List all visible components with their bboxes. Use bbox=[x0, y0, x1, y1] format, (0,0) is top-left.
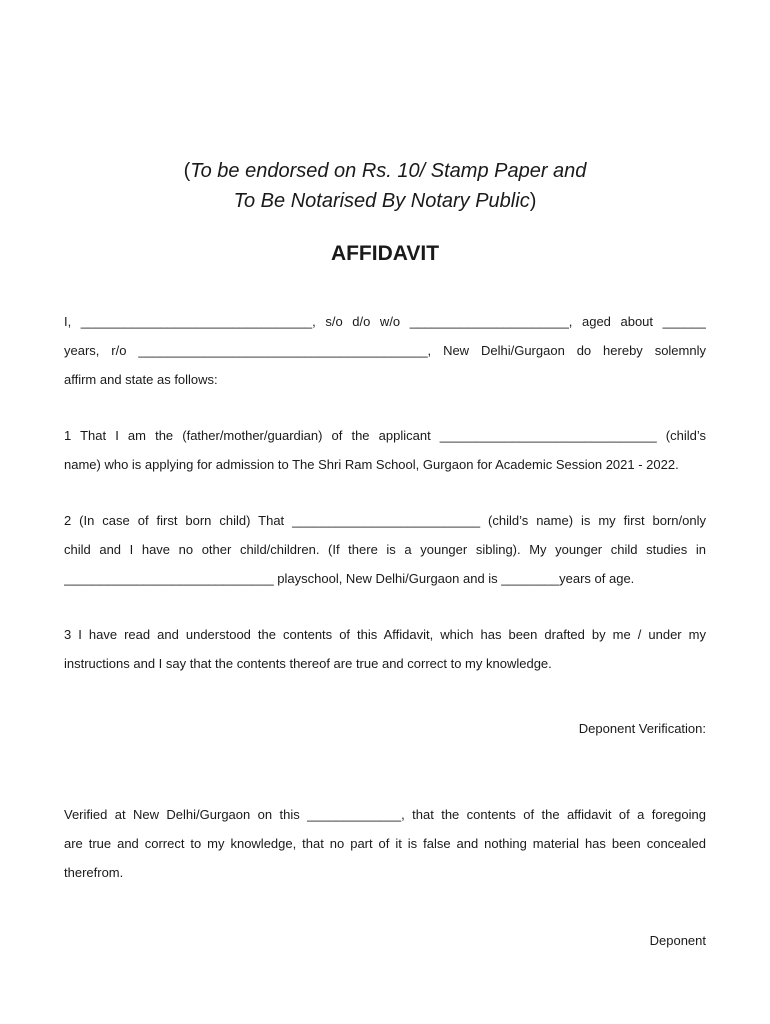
header-close-paren: ) bbox=[529, 190, 537, 212]
verification-line-1: Verified at New Delhi/Gurgaon on this _____________, that the contents of the affidavit of a foregoing bbox=[64, 807, 706, 822]
header-notary-text: To Be Notarised By Notary Public bbox=[233, 190, 530, 212]
intro-line-3: affirm and state as follows: bbox=[64, 372, 218, 387]
intro-line-2: years, r/o ________________________________________, New Delhi/Gurgaon do hereby solemnly bbox=[64, 343, 706, 358]
para2-line-2: child and I have no other child/children. (If there is a younger sibling). My younger child studies in bbox=[64, 542, 706, 557]
para2-line-1: 2 (In case of first born child) That __________________________ (child’s name) is my first born/only bbox=[64, 513, 706, 528]
para1-line-2: name) who is applying for admission to The Shri Ram School, Gurgaon for Academic Session 2021 - 2022. bbox=[64, 457, 679, 472]
document-title: AFFIDAVIT bbox=[330, 242, 440, 265]
header-open-paren: ( bbox=[183, 160, 191, 182]
header-line-1 bbox=[0, 156, 770, 186]
deponent-signature-label: Deponent bbox=[649, 933, 706, 948]
para1-line-1: 1 That I am the (father/mother/guardian) of the applicant ______________________________ (child’s bbox=[64, 428, 706, 443]
para3-line-1: 3 I have read and understood the contents of this Affidavit, which has been drafted by me / under my bbox=[64, 627, 706, 642]
verification-line-3: therefrom. bbox=[64, 865, 124, 880]
intro-line-1: I, ________________________________, s/o d/o w/o ______________________, aged about ______ bbox=[64, 314, 706, 329]
verification-line-2: are true and correct to my knowledge, that no part of it is false and nothing material has been concealed bbox=[64, 836, 706, 851]
para2-line-3: _____________________________ playschool, New Delhi/Gurgaon and is ________years of age. bbox=[64, 571, 635, 586]
header-line-2 bbox=[0, 186, 770, 216]
deponent-verification-label: Deponent Verification: bbox=[578, 721, 706, 736]
header-stamp-paper-text: To be endorsed on Rs. 10/ Stamp Paper and bbox=[190, 160, 587, 182]
para3-line-2: instructions and I say that the contents thereof are true and correct to my knowledge. bbox=[64, 656, 552, 671]
